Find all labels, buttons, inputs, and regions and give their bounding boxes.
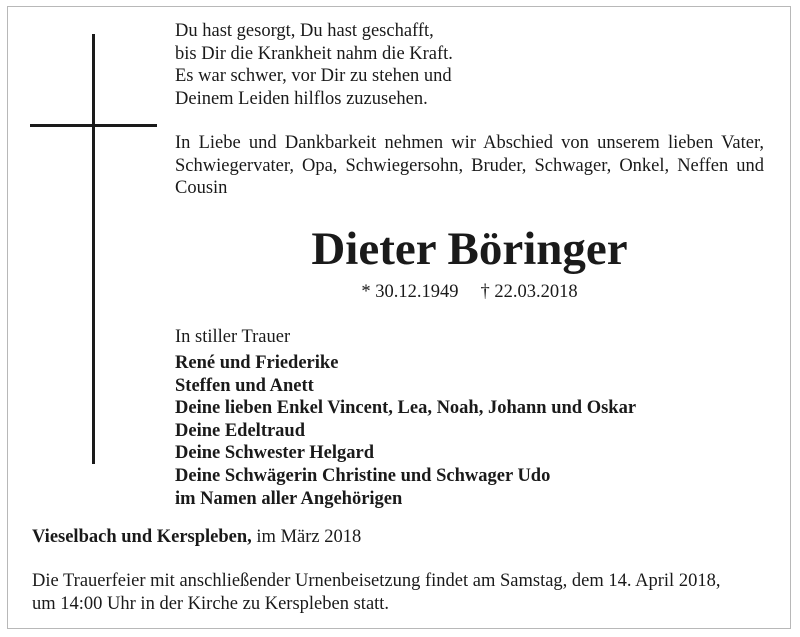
mourning-label: In stiller Trauer: [175, 327, 291, 347]
mourners-list: [175, 352, 735, 510]
mourner-line: im Namen aller Angehörigen: [175, 488, 403, 509]
place-locations: Vieselbach und Kerspleben,: [32, 527, 252, 547]
death-date: † 22.03.2018: [480, 282, 578, 302]
birth-date: * 30.12.1949: [361, 282, 459, 302]
place-and-date: [32, 526, 361, 548]
mourner-line: Deine Schwägerin Christine und Schwager Udo: [175, 465, 551, 486]
poem-line: Deinem Leiden hilflos zuzusehen.: [175, 88, 428, 109]
mourner-line: Deine lieben Enkel Vincent, Lea, Noah, Johann und Oskar: [175, 398, 637, 419]
mourner-line: Deine Schwester Helgard: [175, 443, 375, 464]
place-date: im März 2018: [256, 527, 362, 547]
mourner-line: Steffen und Anett: [175, 375, 314, 396]
funeral-info: [32, 570, 772, 615]
mourner-line: Deine Edeltraud: [175, 420, 306, 441]
memorial-poem: [175, 20, 595, 110]
cross-vertical-bar: [92, 34, 95, 464]
mourner-line: René und Friederike: [175, 353, 339, 373]
poem-line: Es war schwer, vor Dir zu stehen und: [175, 66, 452, 86]
poem-line: Du hast gesorgt, Du hast geschafft,: [175, 21, 434, 41]
funeral-line: um 14:00 Uhr in der Kirche zu Kerspleben statt.: [32, 593, 390, 614]
deceased-name: Dieter Böringer: [311, 223, 628, 275]
life-dates: [175, 281, 764, 303]
farewell-intro: In Liebe und Dankbarkeit nehmen wir Abschied von unserem lieben Vater, Schwiegervater, Opa, Schwiegersohn, Bruder, Schwager, Onkel, Neffen und Cousin: [175, 133, 764, 198]
cross-horizontal-bar: [30, 124, 157, 127]
funeral-line: Die Trauerfeier mit anschließender Urnenbeisetzung findet am Samstag, dem 14. April 2018,: [32, 571, 721, 591]
poem-line: bis Dir die Krankheit nahm die Kraft.: [175, 43, 453, 64]
